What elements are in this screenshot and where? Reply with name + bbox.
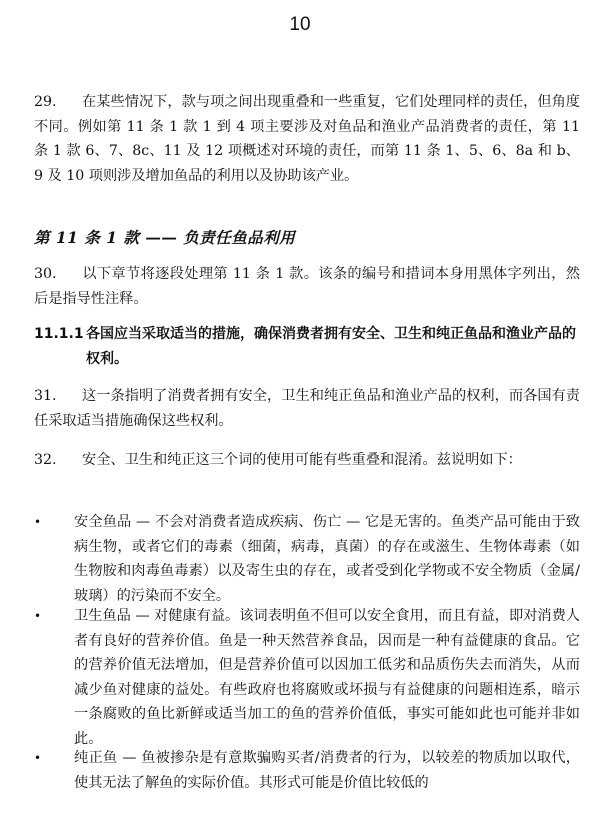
bullet-mark: • [34,609,42,623]
section-heading: 第 11 条 1 款 —— 负责任鱼品利用 [34,228,296,247]
article-11-1-1 [34,322,580,371]
bullet-text: 纯正鱼 — 鱼被掺杂是有意欺骗购买者/消费者的行为，以较差的物质加以取代，使其无法了解鱼的实际价值。其形式可能是价值比较低的 [74,750,580,791]
paragraph-32 [34,448,580,473]
bullet-mark: • [34,751,42,765]
paragraph-text: 在某些情况下，款与项之间出现重叠和一些重复，它们处理同样的责任，但角度不同。例如第 11 条 1 款 1 到 4 项主要涉及对鱼品和渔业产品消费者的责任，第 11 条 1 款 6、7、8c、11 及 12 项概述对环境的责任，而第 11 条 1、5、6、8a 和 b、9 及 10 项则涉及增加鱼品的利用以及协助该产业。 [34,94,580,184]
paragraph-29 [34,90,580,188]
paragraph-number: 29. [34,94,57,110]
bullet-text: 卫生鱼品 — 对健康有益。该词表明鱼不但可以安全食用，而且有益，即对消费人者有良好的营养价值。鱼是一种天然营养食品，因而是一种有益健康的食品。它的营养价值无法增加，但是营养价值可以因加工低劣和品质伤失去而消失，从而减少鱼对健康的益处。有些政府也将腐败或坏损与有益健康的问题相连系，暗示一条腐败的鱼比新鲜或适当加工的鱼的营养价值低，事实可能如此也可能并非如此。 [74,608,580,747]
paragraph-31 [34,384,580,433]
paragraph-text: 这一条指明了消费者拥有安全，卫生和纯正鱼品和渔业产品的权利，而各国有责任采取适当措施确保这些权利。 [34,388,580,429]
paragraph-number: 30. [34,266,57,282]
bullet-wholesome-fish [34,604,580,751]
paragraph-number: 31. [34,388,57,404]
bullet-text: 安全鱼品 — 不会对消费者造成疾病、伤亡 — 它是无害的。鱼类产品可能由于致病生物，或者它们的毒素（细菌，病毒，真菌）的存在或滋生、生物体毒素（如生物胺和肉毒鱼毒素）以及寄生虫的存在，或者受到化学物或不安全物质（金属/玻璃）的污染而不安全。 [74,514,580,604]
paragraph-text: 以下章节将逐段处理第 11 条 1 款。该条的编号和措词本身用黑体字列出，然后是指导性注释。 [34,266,580,307]
article-number: 11.1.1 [34,326,84,342]
page-number: 10 [289,14,311,35]
bullet-mark: • [34,515,42,529]
paragraph-30 [34,262,580,311]
paragraph-text: 安全、卫生和纯正这三个词的使用可能有些重叠和混淆。兹说明如下： [82,452,522,468]
bullet-genuine-fish [34,746,580,795]
paragraph-number: 32. [34,452,57,468]
article-text: 各国应当采取适当的措施，确保消费者拥有安全、卫生和纯正鱼品和渔业产品的权利。 [86,326,576,367]
bullet-safe-fish [34,510,580,608]
